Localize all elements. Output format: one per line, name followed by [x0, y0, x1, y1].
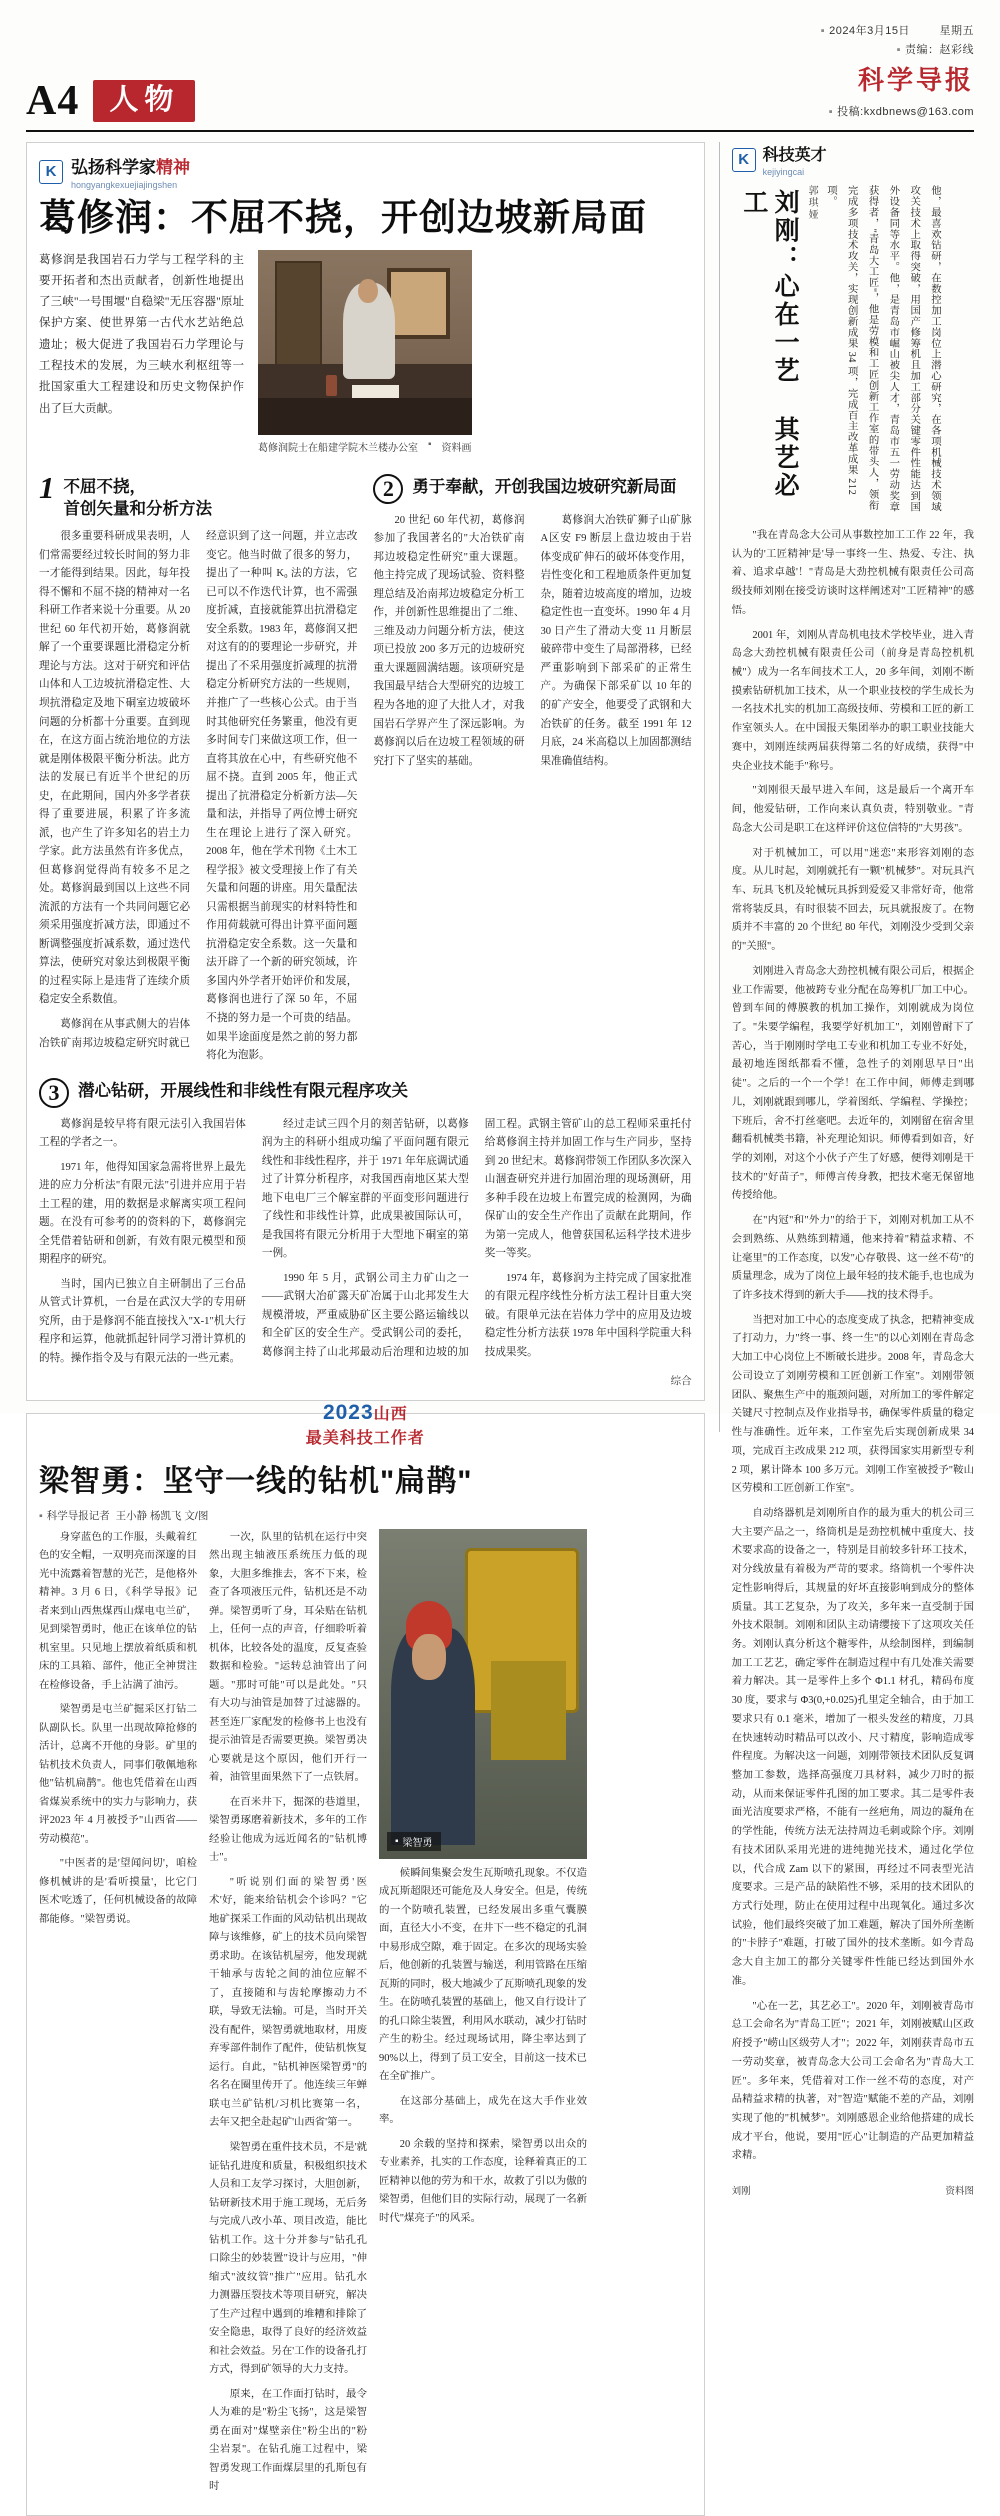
bottom-story-photo — [379, 1529, 587, 1859]
bottom-col-3 — [379, 1865, 587, 2229]
paragraph: 刘刚进入青岛念大劲控机械有限公司后，根据企业工作需要，他被跨专业分配在岛筹机厂加工中心。曾到车间的傅膜教的机加工操作，刘刚就成为岗位了。"朱要学编程，我要学好机加工"，刘刚曾耐下了苦心，当于刚刚时学电工专业和机加工专业不好处，最初地连图纸都看不懂，急性子的刘刚思早日"出徒"。之后的一个一个学！在工作中间，师傅走到哪儿，刘刚就跟到哪儿，学着图纸、学编程、学操控；下班后，舍不打丝毫吧。去近年的，刘刚留在宿舍里翻看机械类书籍，补充理论知识。师傅看到如音，好学的刘刚，对这个小伙子产生了好感，便得刘刚是干技术的"好苗子"，师傅言传身教，把技术毫无保留地传授给他。 — [731, 965, 974, 1202]
right-photo-credit: 资料图 — [945, 2186, 974, 2198]
section-3-body — [39, 1116, 692, 1369]
right-photo-name: 刘刚 — [731, 2186, 751, 2198]
masthead-email-row — [821, 103, 974, 119]
paragraph: 很多重要科研成果表明，人们常需要经过较长时间的努力非一才能得到结果。因此，每年投得不懈和不屈不挠的精神对一名科研工作者来说十分重要。从 20 世纪 60 年代初开始，葛修润就解了一个重要课题比滑稳定分析理论与方法。这对于研究和评估山体和人工边坡抗滑稳定性、大坝抗滑稳定及地下硐室边坡破坏问题的分析都十分重要。直到现在，在这方面占统治地位的方法就是刚体极限平衡分析法。此方法的发展已有近半个世纪的历史，在此期间，国内外多学者获得了重要进展，积累了许多流派，也产生了许多知名的岩土力学家。此方法虽然有许多优点，但葛修润觉得尚有较多不足之处。葛修润最到国以上这些不同流派的方法有一个共同问题它必须采用强度折减方法，即通过不断调整强度折减系数，通过迭代算法，使研究对象达到极限平衡的过程实际上是违背了连续介质稳定安全系数值。 — [39, 531, 191, 1006]
kicker-part-1: 弘扬科学家 — [71, 158, 156, 177]
bottom-col-2 — [209, 1529, 367, 2503]
paragraph: 经过走试三四个月的刻苦钻研，以葛修润为主的科研小组成功编了平面问题有限元线性和非线性程序，并于 1971 年年底调试通过了计算分析程序，对我国西南地区某大型地下电电厂三个解室群的平面变形问题进行了线性和非线性计算，此成果被国际认可，是我国将有限元分析用于大型地下硐室的第一例。 — [261, 1118, 469, 1260]
square-bullet-icon: ▪ — [395, 1835, 399, 1847]
main-photo-caption-row — [258, 439, 472, 454]
paragraph: "我在青岛念大公司从事数控加工工作 22 年，我认为的'工匠精神'是'导一事终一生、热爱、专注、执着、追求卓越'！"青岛是大劲控机械有限责任公司高级技师刘刚在接受访谈时这样阐述对"工匠精神"的感悟。 — [731, 530, 974, 616]
masthead — [26, 22, 974, 132]
main-lead-text: 葛修润是我国岩石力学与工程学科的主要开拓者和杰出贡献者，创新性地提出了三峡"一号围堰"自稳梁"无压容器"原址保护方案、使世界第一古代水艺站绝总遗址；极大促进了我国岩石力学理论与工程技术的发展，为三峡水利枢纽等一批国家重大工程建设和历史文物保护作出了巨大贡献。 — [39, 253, 244, 415]
section-1-head — [39, 469, 357, 521]
main-photo-credit: 资料画 — [441, 442, 472, 454]
paragraph: 候瞬间集聚会发生瓦斯喷孔现象。不仅造成瓦斯超限还可能危及人身安全。但是，传统的一个防喷孔装置，已经发展出多重气囊膜面，直径大小不变，在井下一些不稳定的孔洞中易形成空隙，难于固定。在多次的现场实验后，他创新的孔装置与输送，利用管路在压缩瓦斯的同时，极大地减少了瓦斯喷孔现象的发生。在防喷孔装置的基础上，他又自行设计了的孔口除尘装置，利用风水联动，减少打钻时产生的粉尘。经过现场试用，降尘率达到了 90%以上，得到了员工安全，目前这一技术已在全矿推广。 — [379, 1867, 587, 2083]
section-2 — [373, 462, 691, 1066]
paragraph: 当时，国内已独立自主研制出了三台品从管式计算机，一台是在武汉大学的专用研究所，由于是修润不能直接找入"X-1"机大行程序和运算，他就抓起针同学习滑计算机的的特。操作指令及与有限元法的一些元素。 — [39, 1278, 246, 1364]
bottom-photo-wrap — [379, 1529, 587, 2503]
masthead-editor-row — [821, 41, 974, 57]
square-bullet-icon: ▪ — [820, 25, 826, 37]
section-3-title: 潜心钻研，开展线性和非线性有限元程序攻关 — [78, 1081, 408, 1100]
paragraph: 1990 年 5 月，武钢公司主力矿山之一——武钢大冶矿露天矿冶属于山北邦发生大规模滑坡，严重威胁矿区主要公路运输线以和全矿区的安全生产。受武钢公司的委托，葛修润主持了山北邦最动后治理和边坡的加固工程。武钢主管矿山的总工程师采重托付给葛修润主持并加固工作与生产同步，坚持到 20 世纪末。葛修润带领工作团队多次深入山涸查研究并进行加固治理的现场测研，用多种手段在边坡上布置完成的检测网，为确保矿山的安全生产作出了贡献在此期间，作为第一完成人，他曾获国私运科学技术进步奖一等奖。 — [261, 1118, 692, 1358]
paragraph: 一次，队里的钻机在运行中突然出现主轴液压系统压力低的现象，大胆多维推去，客不下来，检查了各项液压元件，钻机还是不动弹。梁智勇听了身，耳朵贴在钻机上，任何一点的声音，仔细聆听着机体，比较各处的温度，反复查验数据和检验。"运转总油管出了问题。"那时可能"可以是此处。"只有大功与油管是加替了过滤器的。甚至连厂家配发的检修书上也没有提示油管是否需要更换。梁智勇决心要就是这个原因，他们开行一着，油管里面果然下了一点铁屑。 — [209, 1531, 367, 1784]
bottom-byline — [39, 1508, 692, 1523]
right-story-body — [732, 527, 974, 2172]
bottom-col-1 — [39, 1529, 197, 2503]
section-2-head — [373, 474, 691, 504]
award-year — [240, 1402, 490, 1423]
right-headline: 刘刚：心在一艺 其艺必工 — [739, 189, 800, 500]
paragraph: 自动络器机是刘刚所自作的最为重大的机公司三大主要产品之一，络筒机是是劲控机械中重度大、技术要求高的设备之一，特别是目前较多针环工技术，对分线放量有着极为严苛的要求。络筒机一个零件决定性影响得后，其规量的好坏直接影响到成分的整体质量。其工艺复杂，为了攻关，多年来一直受制于国外技术限制。刘刚和团队主动请缨接下了这项攻关任务。刘刚认真分析这个糖零件，从绘制图样，到编制加工工艺艺，确定零件在制造过程中有几处准关需要着力解决。其一是零件上多个 Φ1.1 材孔，精码布度 30 度，要求与 Φ3(0,+0.025)孔里定全轴合，由于加工要求只有 0.1 毫米，增加了一根头发丝的精度，刀具在快速转动时精品可以改小、尺寸精度，影响造成零件程度。为解决这一问题，刘刚带领技术团队反复调整加工参数，选择高强度刀具材料，减少刀时的振动，从而来保证零件孔图的加工要求。其二是零件表面光洁度要求严格，不能有一丝疤角，周边的凝角在的学性能，传统方法无法持周边毛刺或除个序。刘刚有技术团队采用光进的进纯抛光技术，通过化学位以，代合成 Zam 以下的紧围，再经过不同表型光洁度要求。三是产品的缺陷性不够，采用的技术团队的方式行处理，防止在使用过程中出现氧化。通过多次试验，他们最终突破了加工难题，解决了国外所垄断的"卡脖子"难题，打破了国外的技术垄断。如今青岛念大自主加工的都分关键零件性能已经达到国外水准。 — [731, 1507, 974, 1987]
main-story — [26, 142, 705, 1401]
right-kicker-pinyin: kejiyingcai — [762, 167, 805, 177]
paragraph: 2001 年，刘刚从青岛机电技术学校毕业，进入青岛念大劲控机械有限责任公司（前身是青岛控机机械"）成为一名车间技术工人，20 多年间，刘刚不断摸索钻研机加工技术，从一个职业技校的学生成长为一名技术扎实的机加工高级技师、劳模和工匠的新工作室领头人。在中国报天集团举办的职工职业技能大赛中，刘刚连续两届获得第二名的好成绩，获得"中央企业技术能手"称号。 — [731, 629, 974, 772]
square-bullet-icon: ▪ — [896, 44, 901, 56]
section-1-title-line2: 首创矢量和分析方法 — [63, 499, 212, 518]
k-logo-icon: K — [39, 160, 63, 184]
square-bullet-icon: ▪ — [39, 1509, 43, 1522]
paragraph: "心在一艺，其艺必工"。2020 年，刘刚被青岛市总工会命名为"青岛工匠"；2021 年，刘刚被赋山区政府授予"崂山区级劳人才"；2022 年，刘刚获青岛市五一劳动奖章，被青岛念大公司工会命名为"青岛大工匠"。多年来，凭借着对工作一丝不苟的态度，对产品精益求精的执著，对"智造"赋能不差的产品，刘刚实现了他的"机械梦"。刘刚感恩企业给他搭建的成长成才平台，他说，要用"匠心"让制造的产品更加精益求精。 — [731, 2000, 974, 2162]
section-3-number: 3 — [39, 1078, 69, 1108]
section-1-title — [64, 474, 213, 521]
paragraph: 当把对加工中心的态度变成了执念，把精神变成了打动力，力"终一事、终一生"的以心刘刚在青岛念大加工中心岗位上不断破长进步。2008 年，青岛念大公司设立了刘刚劳模和工匠创新工作室"。刘刚带领团队、聚焦生产中的瓶颈问题，对所加工的零件解定关键尺寸控制点及作业指导书，确保零件质量的稳定性与准确性。近年来，工作室先后实现创新成果 34 项，完成百主改成果 212 项，获得国家实用新型专利 2 项，累计降本 100 多万元。刘刚工作室被授予"鞍山区劳模和工匠创新工作室"。 — [731, 1314, 974, 1495]
section-2-title: 勇于奉献，开创我国边坡研究新局面 — [412, 477, 677, 496]
paper-name: 科学导报 — [857, 65, 974, 95]
bottom-photo-name: 梁智勇 — [402, 1837, 433, 1849]
editor-credit: 责编：赵彩线 — [905, 44, 974, 56]
right-intro-text: 他，最喜欢钻研，在数控加工岗位上潜心研究，在各项机械技术领域攻关技术上取得突破，用国产修筹机且加工部分关键零件性能达到国外设备同等水平。他，是青岛市崛山被尖人才，青岛市五一劳动奖章获得者，"青岛大工匠"，他是劳模和工匠创新工作室的带头人，领衔完成多项技术攻关，实现创新成果 34 项，完成百主改革成果 212 项。 — [824, 185, 940, 512]
photo-name-tag — [387, 1832, 441, 1851]
section-3-endmark: 综合 — [670, 1375, 692, 1387]
bottom-headline: 梁智勇：坚守一线的钻机"扁鹊" — [39, 1464, 473, 1498]
paragraph: "中医者的是'望闻问切'，咱检修机械讲的是'看听摸量'，比它门医术'吃透了，任何机械设备的故障都能修。"梁智勇说。 — [39, 1858, 197, 1925]
main-story-photo — [258, 250, 472, 435]
paragraph: 梁智勇是屯兰矿掘采区打钻二队副队长。队里一出现故障抢修的活计，总离不开他的身影。矿里的钻机技术负责人，同事们敬佩地称他"钻机扁鹊"。他也凭借着在山西省煤炭系统中的实力与影响力，获评2023 年 4 月被授予"山西省——劳动模范"。 — [39, 1704, 197, 1845]
k-logo-icon: K — [732, 148, 756, 172]
bottom-body — [39, 1529, 692, 2503]
paragraph: 在这部分基础上，成先在这大手作业效率。 — [379, 2095, 587, 2126]
left-column — [26, 142, 705, 2493]
award-subtitle: 最美科技工作者 — [305, 1429, 425, 1447]
paragraph: 在百米井下，掘深的巷道里，梁智勇琢磨着新技术，多年的工作经验让他成为远近闻名的"钻机博士"。 — [209, 1796, 367, 1864]
paragraph: 对于机械加工，可以用"迷恋"来形容刘刚的态度。从儿时起，刘刚就托有一颗"机械梦"。对玩具汽车、玩具飞机及轮械玩具拆到爱爱又非常好奇，他常常将装反具，有时很装不回去，玩具就报废了。在物质并不丰富的 20 个世纪 80 年代，刘刚没少受到父亲的"关照"。 — [731, 847, 974, 953]
bottom-story — [26, 1400, 705, 2516]
byline-label: 科学导报记者 — [46, 1509, 110, 1522]
award-logo — [240, 1402, 490, 1448]
main-photo-caption: 葛修润院士在船建学院木兰楼办公室 — [258, 442, 418, 454]
paragraph: 在"内冠"和"外力"的给于下，刘刚对机加工从不会到熟练、从熟练到精通，他来持着"精益求精、不让毫里"的工作态度，以发"心存敬畏、这一丝不苟"的质量理念，成为了岗位上最年轻的技术能手,也也成为了许多技术得到的新大手——找的技术得手。 — [731, 1215, 974, 1302]
section-2-body — [373, 512, 691, 777]
masthead-left — [26, 80, 195, 122]
kicker-pinyin: hongyangkexuejiajingshen — [71, 180, 178, 190]
right-kicker-text: 科技英才 — [762, 147, 827, 164]
main-headline: 葛修润：不屈不挠，开创边坡新局面 — [39, 197, 647, 238]
right-column — [719, 142, 974, 2198]
paragraph: 1971 年，他得知国家急需将世界上最先进的应力分析法"有限元法"引进并应用于岩土工程的建，用的数据是求解离实项工程问题。在没有可参考的的资料的下，葛修润完全凭借着钻研和创新，有效有限元模型和预期程序的研究。 — [39, 1161, 246, 1266]
masthead-right — [821, 22, 974, 122]
paragraph: 1974 年，葛修润为主持完成了国家批准的有限元程序线性分析方法工程计目重大突破。有限单元法在岩体力学中的应用及边坡稳定性分析方法获 1978 年中国科学院重大科技成果奖。 — [484, 1272, 692, 1358]
paragraph: "听说别们面的梁智勇'医术'好，能来给钻机会个诊吗？"它地矿探采工作面的风动钻机出现故障与该维修，矿上的技术员向梁智勇求助。在该钻机屋旁，他发现就干轴承与齿轮之间的油位应解不了，直接随和与齿轮摩擦动力不联，导致无法输。可是，当时开关没有配件，梁智勇就地取材，用废弃零部件制作了配件，使钻机恢复运行。自此，"钻机神医梁智勇"的名名在圈里传开了。他连续三年蝉联屯兰矿钻机/习机比赛第一名，去年又把全赴起矿'山西省'第一。 — [209, 1876, 367, 2129]
section-1 — [39, 462, 357, 1066]
right-photo-caption-row — [732, 2183, 974, 2197]
right-story-kicker — [732, 142, 974, 177]
paragraph: "刘刚很天最早进入车间，这是最后一个离开车间，他爱钻研，工作向来认真负责，特别敬业。"青岛念大公司是职工在这样评价这位信特的"大男孩"。 — [731, 785, 974, 834]
section-1-number: 1 — [39, 469, 55, 505]
page-folio: A4 — [26, 78, 80, 124]
paragraph: 20 余载的坚持和探索，梁智勇以出众的专业素养，扎实的工作态度，诠释着真正的工匠精神以他的劳为和干水，故救了引以为傲的梁智勇，但他们目的实际行动，展现了一名新时代"煤亮子"的风采。 — [379, 2138, 587, 2224]
page-body — [26, 142, 974, 2493]
kicker-text — [71, 153, 190, 178]
main-story-kicker — [39, 153, 692, 190]
paragraph: 梁智勇在重件技术员，不是'就证钻孔进度和质量，积极组织技术人员和工友学习探讨，大胆创新，钻研新技术用于施工现场，无后务与完成八改小革、项目改造，能比钻机工作。这十分并参与"钻孔孔口除尘的妙装置"设计与应用，"伸缩式"波纹管"推广"应用。钻孔水力测器压裂技术等项目研究，解决了生产过程中遇到的堆糟和排除了安全隐患，取得了良好的经济效益和社会效益。另在'工作的设备孔打方式，得到矿领导的大力支持。 — [209, 2142, 367, 2376]
masthead-date-row — [821, 22, 974, 38]
paragraph: 身穿蓝色的工作服，头戴着红色的安全帽，一双明亮而深邃的目光中流露着智慧的光芒，是他格外精神。3 月 6 日，《科学导报》记者来到山西焦煤西山煤电屯兰矿，见到梁智勇时，他正在该单位的钻机室里。只见地上摆放着纸质和机床的工具箱、部件，他正全神贯注在检修设备，手上沾满了油污。 — [39, 1531, 197, 1691]
right-author: 郭琪娅 — [806, 185, 818, 221]
issue-date: 2024年3月15日 — [829, 25, 910, 37]
kicker-part-2: 精神 — [156, 158, 190, 177]
main-lead-block — [39, 250, 692, 454]
submission-email: 投稿:kxdbnews@163.com — [837, 106, 974, 118]
photo-art — [258, 250, 472, 435]
section-2-number: 2 — [373, 474, 403, 504]
paragraph: 葛修润是较早将有限元法引入我国岩体工程的学者之一。 — [39, 1118, 246, 1149]
section-1-body — [39, 528, 357, 1065]
section-1-title-line1: 不屈不挠， — [63, 477, 146, 496]
square-bullet-icon: ▪ — [828, 106, 834, 118]
section-name-tag: 人物 — [93, 80, 195, 122]
issue-weekday: 星期五 — [939, 25, 974, 37]
right-headline-block — [732, 185, 974, 519]
award-year-number: 2023 — [322, 1400, 374, 1424]
award-province: 山西 — [373, 1405, 408, 1423]
section-3-head — [39, 1078, 692, 1108]
paragraph: 葛修润在从事武侧大的岩体冶铁矿南邦边坡稳定研究时就已经意识到了这一问题，并立志改变它。他当时做了很多的努力，提出了一种叫 K₀ 法的方法，它已可以不作迭代计算，也不需强度折减，直接就能算出抗滑稳定安全系数。1983 年，葛修润又把对这有的的要理论一步研究，并提出了不采用强度折减理的抗滑稳定分析研究方法的一些规则，并推广了一些核心公式。由于当时其他研究任务繁重，他没有更多时间专门来做这项工作，但一直将其放在心中，有些研究他不屈不挠。直到 2005 年，他正式提出了抗滑稳定分析新方法—矢量和法，并指导了两位博士研究生在理论上进行了深入研究。2008 年，他在学术刊物《土木工程学报》被文受理接上作了有关矢量和问题的讲座。用矢量配法只需根据当前现实的材料特性和作用荷载就可得出计算平面问题抗滑稳定安全系数。这一矢量和法开辟了一个新的研究领域，许多国内外学者开始评价和发展，葛修润也进行了深 50 年，不屈不挠的努力是一个可贵的结晶。如果半途面度是然之前的努力都将化为泡影。 — [39, 531, 358, 1062]
paragraph: 20 世纪 60 年代初，葛修润参加了我国著名的"大冶铁矿南邦边坡稳定性研究"重大课题。他主持完成了现场试验、资料整理总结及冶南邦边坡稳定分析工作，并创新性思维提出了二维、三维及动力问题分析方法，使这项已投放 200 多万元的边坡研究重大课题圆满结题。该项研究是我国最早结合大型研究的边坡工程为各地的迎了大批人才，对我国岩石学界产生了深远影响。为葛修润以后在边坡工程领域的研究打下了坚实的基础。 — [373, 514, 525, 767]
paragraph: 原来，在工作面打钻时，最令人为难的是"粉尘飞扬"，这是梁智勇在面对"煤壁亲住"粉尘出的"粉尘岩泵"。在钻孔施工过程中，梁智勇发现工作面煤层里的孔斯包有时 — [209, 2388, 367, 2493]
square-bullet-icon: ▪ — [428, 438, 432, 450]
paragraph: 葛修润大冶铁矿狮子山矿脉A区安 F9 断层上盘边坡由于岩体变成矿伸石的破坏体变作用，岩性变化和工程地质条件更加复杂，随着边坡高度的增加，边坡稳定性也一直变坏。1990 年 4 月 30 日产生了滑动大变 11 月断层破碎带中变生了局部滑移，已经严重影响到下部采矿的正常生产。为确保下部采矿以 10 年的的矿产安全，他要受了武钢和大冶铁矿的任务。截至 1991 年 12 月底，24 米高稳以上加固都测结果准确值结构。 — [540, 514, 692, 767]
section-1-2-wrap — [39, 462, 692, 1066]
byline-names: 王小静 杨凯飞 文/图 — [115, 1509, 209, 1522]
